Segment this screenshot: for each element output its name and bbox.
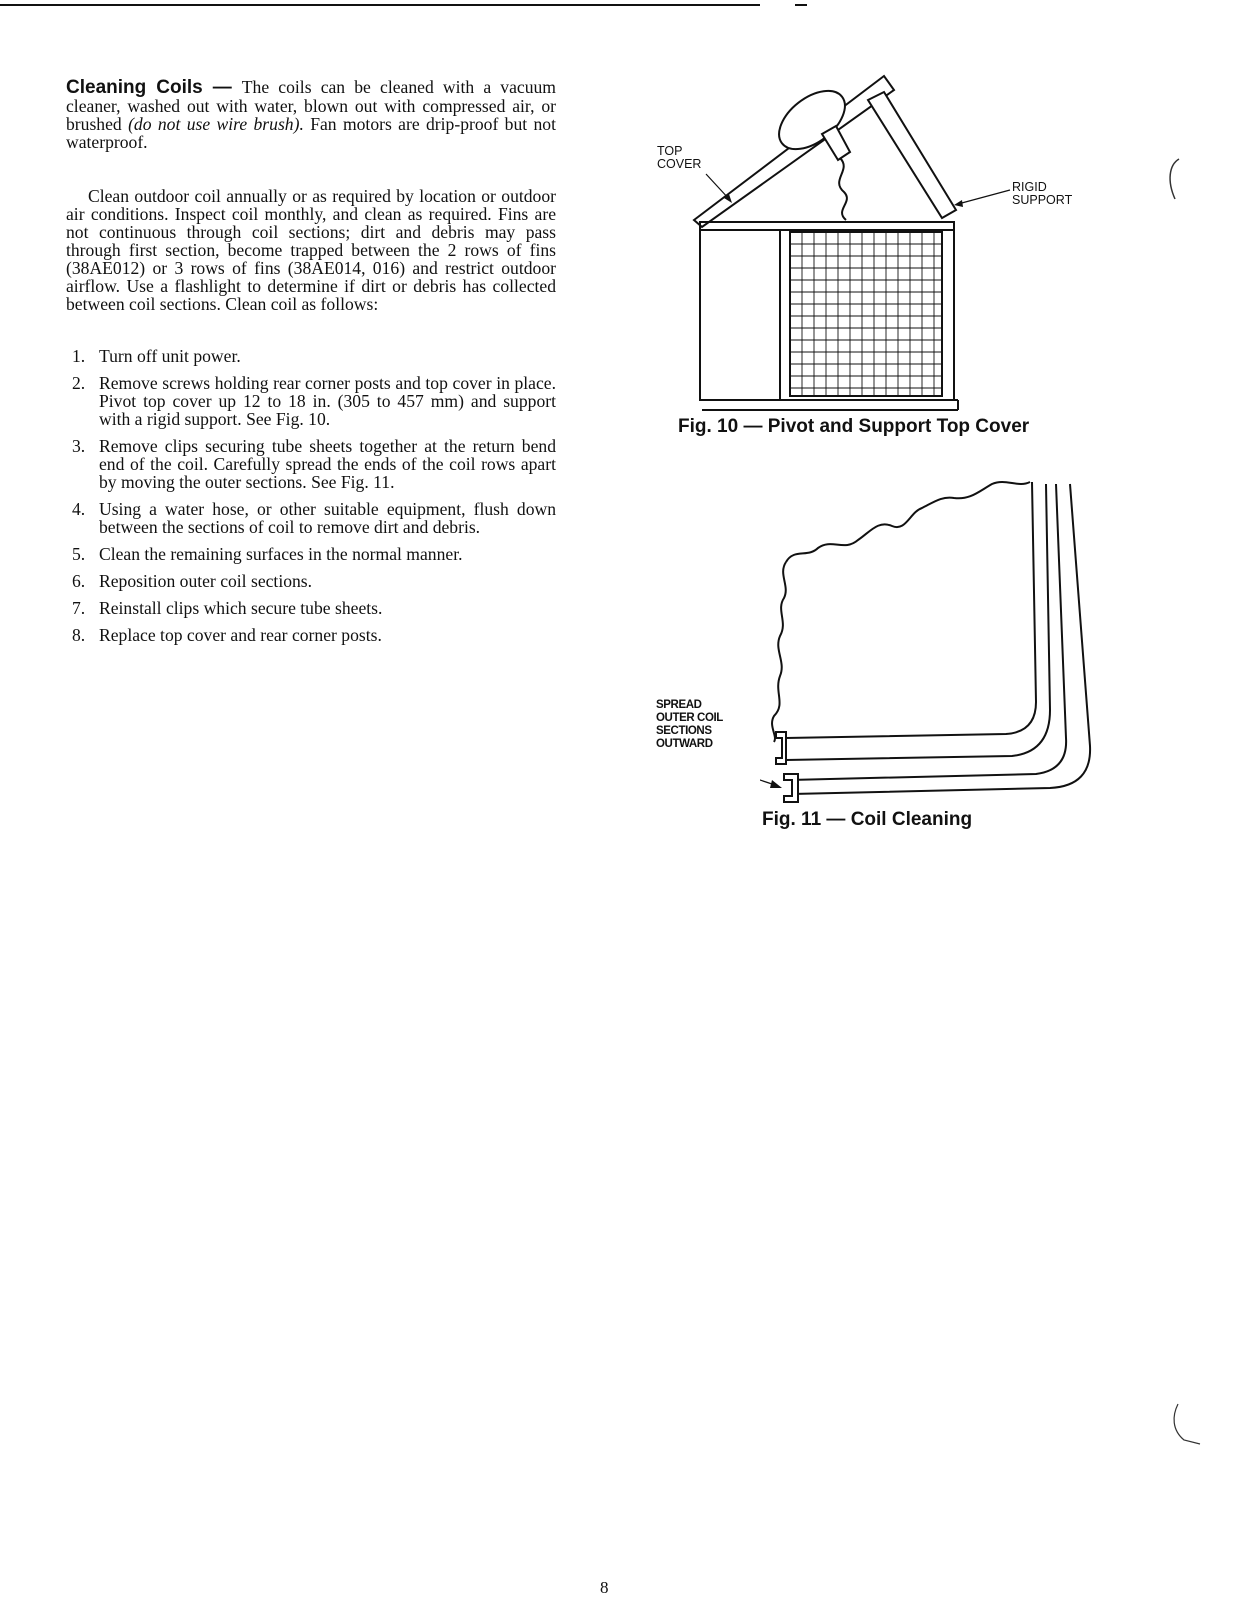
heading-dash: — — [202, 77, 242, 98]
top-rule-fragment — [795, 4, 807, 6]
list-item — [66, 437, 556, 491]
list-item — [66, 347, 556, 365]
fig11-caption: Fig. 11 — Coil Cleaning — [762, 809, 973, 830]
step-number: 1. — [72, 346, 86, 366]
scan-mark-icon — [1165, 155, 1195, 215]
step-text: Reposition outer coil sections. — [99, 571, 313, 591]
step-text: Remove clips securing tube sheets together at the return bend end of the coil. Carefully spread the ends of the coil rows apart by moving the outer sections. See Fig. 11. — [99, 436, 556, 492]
step-text: Remove screws holding rear corner posts and top cover in place. Pivot top cover up 12 to 18 in. (305 to 457 mm) and support with a rigid support. See Fig. 10. — [99, 373, 556, 429]
list-item — [66, 572, 556, 590]
list-item — [66, 626, 556, 644]
step-number: 6. — [72, 571, 86, 591]
fig11-drawing — [760, 470, 1100, 810]
intro-paragraph — [66, 78, 556, 151]
step-text: Using a water hose, or other suitable equipment, flush down between the sections of coil to remove dirt and debris. — [99, 499, 556, 537]
page-number: 8 — [600, 1578, 609, 1597]
top-cover-label: TOP COVER — [657, 144, 702, 171]
intro-text-2: Fan motors are drip-proof but not waterproof. — [66, 114, 556, 152]
step-number: 2. — [72, 373, 86, 393]
step-number: 4. — [72, 499, 86, 519]
scan-mark-icon — [1170, 1400, 1210, 1450]
list-item — [66, 374, 556, 428]
list-item — [66, 599, 556, 617]
fig10-caption: Fig. 10 — Pivot and Support Top Cover — [678, 416, 1030, 437]
intro-text-1: The coils can be cleaned with a vacuum cleaner, washed out with water, blown out with compressed air, or brushed — [66, 77, 556, 134]
fig10-drawing — [640, 70, 1100, 420]
top-rule — [0, 4, 760, 6]
step-text: Clean the remaining surfaces in the normal manner. — [99, 544, 463, 564]
steps-list — [66, 347, 556, 644]
paragraph-2: Clean outdoor coil annually or as required by location or outdoor air conditions. Inspect coil monthly, and clean as required. Fins are not continuous through coil sections; dirt and debris may pass through first section, become trapped between the 2 rows of fins (38AE012) or 3 rows of fins (38AE014, 016) and restrict outdoor airflow. Use a flashlight to determine if dirt or debris has collected between coil sections. Clean coil as follows: — [66, 186, 556, 314]
step-number: 5. — [72, 544, 86, 564]
step-text: Reinstall clips which secure tube sheets. — [99, 598, 383, 618]
step-number: 7. — [72, 598, 86, 618]
rigid-support-label: RIGID SUPPORT — [1012, 180, 1073, 207]
list-item — [66, 545, 556, 563]
step-number: 8. — [72, 625, 86, 645]
step-text: Replace top cover and rear corner posts. — [99, 625, 382, 645]
section-heading: Cleaning Coils — [66, 77, 203, 98]
intro-italic: (do not use wire brush). — [128, 114, 304, 134]
step-number: 3. — [72, 436, 86, 456]
list-item — [66, 500, 556, 536]
spread-label: SPREAD OUTER COIL SECTIONS OUTWARD — [656, 699, 723, 750]
step-text: Turn off unit power. — [99, 346, 241, 366]
left-column — [66, 78, 556, 653]
